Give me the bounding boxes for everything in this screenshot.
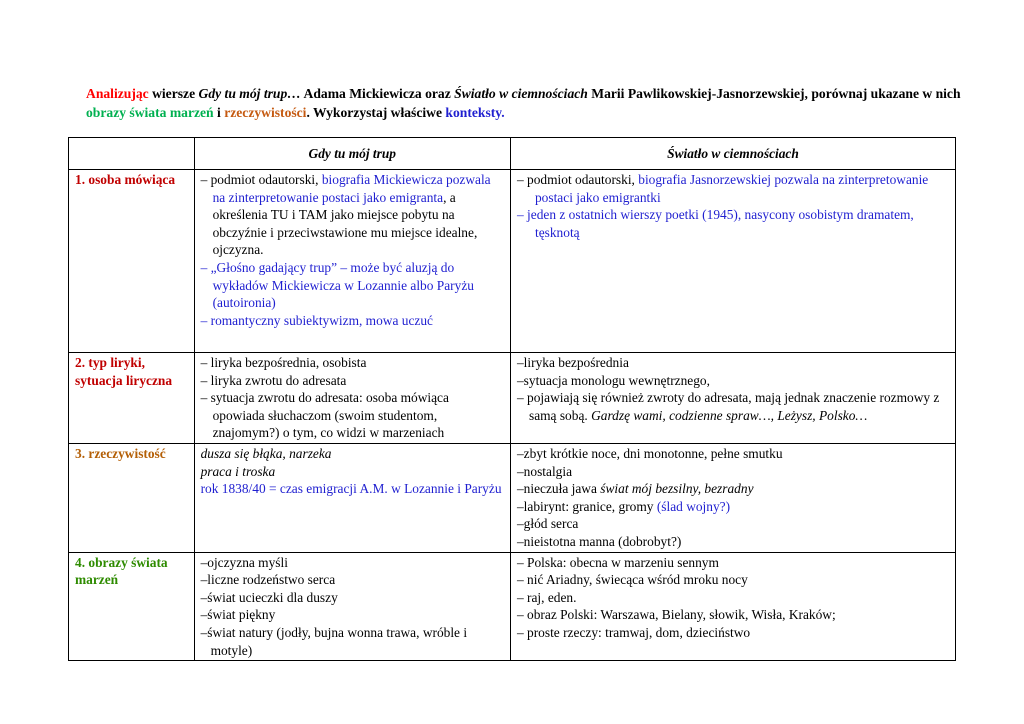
list-item: rok 1838/40 = czas emigracji A.M. w Lozannie i Paryżu — [200, 481, 502, 497]
prompt-text: i — [213, 105, 225, 120]
cell-lyric-swiatlo — [510, 353, 955, 444]
list-item: – raj, eden. — [516, 589, 577, 605]
list-item: –liczne rodzeństwo serca — [200, 572, 336, 588]
list-item: –liryka bezpośrednia — [516, 355, 629, 370]
list-item: – pojawiają się również zwroty do adresata, mają jednak znaczenie rozmowy z samą sobą. Gardzę wami, codzienne spraw…, Leżysz, Polsko… — [516, 390, 940, 423]
cell-dreams-gdy-tu — [194, 552, 510, 661]
row-label-lyric-type: 2. typ liryki, sytuacja liryczna — [69, 353, 195, 444]
list-item: – obraz Polski: Warszawa, Bielany, słowik, Wisła, Kraków; — [516, 607, 836, 623]
list-item: –nieistotna manna (dobrobyt?) — [516, 533, 682, 549]
list-item: – proste rzeczy: tramwaj, dom, dzieciństwo — [516, 624, 751, 640]
cell-speaker-swiatlo — [510, 170, 955, 353]
list-item: – jeden z ostatnich wierszy poetki (1945), nasycony osobistym dramatem, tęsknotą — [516, 207, 914, 240]
prompt-text: Marii Pawlikowskiej-Jasnorzewskiej, porównaj ukazane w nich — [587, 86, 961, 101]
list-item: – podmiot odautorski, biografia Mickiewicza pozwala na zinterpretowanie postaci jako emigranta, a określenia TU i TAM jako miejsce pobytu na obczyźnie i przeciwstawione mu miejsce idealne, ojczyzna. — [200, 172, 491, 258]
list-item: – Polska: obecna w marzeniu sennym — [516, 554, 719, 570]
list-item: –świat piękny — [200, 607, 276, 623]
table-header-row — [69, 138, 956, 170]
list-item: – „Głośno gadający trup” – może być aluzją do wykładów Mickiewicza w Lozannie albo Paryżu (autoironia) — [200, 259, 474, 311]
cell-reality-gdy-tu — [194, 443, 510, 552]
table-row — [69, 443, 956, 552]
list-item: – sytuacja zwrotu do adresata: osoba mówiąca opowiada słuchaczom (swoim studentom, znajomym?) o tym, co widzi w marzeniach — [200, 390, 449, 441]
row-label-dream-images: 4. obrazy świata marzeń — [69, 552, 195, 661]
prompt-text: Adama Mickiewicza oraz — [300, 86, 455, 101]
cell-reality-swiatlo — [510, 443, 955, 552]
table-corner-cell — [69, 138, 195, 170]
prompt-text: . Wykorzystaj właściwe — [306, 105, 446, 120]
list-item: – liryka bezpośrednia, osobista — [200, 355, 367, 370]
cell-dreams-swiatlo — [510, 552, 955, 661]
prompt-text: wiersze — [148, 86, 199, 101]
cell-lyric-gdy-tu — [194, 353, 510, 444]
cell-speaker-gdy-tu — [194, 170, 510, 353]
prompt-title-1: Gdy tu mój trup… — [198, 86, 301, 101]
list-item: –nieczuła jawa świat mój bezsilny, bezradny — [516, 481, 754, 497]
table-row — [69, 353, 956, 444]
table-row — [69, 552, 956, 661]
list-item: –sytuacja monologu wewnętrznego, — [516, 372, 710, 388]
list-item: – podmiot odautorski, biografia Jasnorzewskiej pozwala na zinterpretowanie postaci jako emigrantki — [516, 172, 929, 205]
list-item: –świat ucieczki dla duszy — [200, 589, 338, 605]
list-item: – nić Ariadny, świecąca wśród mroku nocy — [516, 572, 748, 588]
list-item: –zbyt krótkie noce, dni monotonne, pełne smutku — [516, 445, 783, 461]
list-item: –ojczyzna myśli — [200, 554, 288, 570]
list-item: –głód serca — [516, 516, 579, 532]
row-label-speaker: 1. osoba mówiąca — [69, 170, 195, 353]
prompt-dream-images: obrazy świata marzeń — [86, 105, 214, 120]
row-label-reality: 3. rzeczywistość — [69, 443, 195, 552]
prompt-reality: rzeczywistości — [224, 105, 307, 120]
list-item: –labirynt: granice, gromy (ślad wojny?) — [516, 498, 731, 514]
list-item: dusza się błąka, narzeka — [200, 445, 332, 461]
list-item: – liryka zwrotu do adresata — [200, 372, 347, 388]
list-item: praca i troska — [200, 463, 276, 479]
comparison-table — [68, 137, 956, 661]
task-prompt — [86, 84, 966, 122]
list-item: –świat natury (jodły, bujna wonna trawa, wróble i motyle) — [200, 624, 468, 658]
prompt-contexts: konteksty. — [445, 105, 505, 120]
prompt-word-analyzing: Analizując — [86, 86, 149, 101]
prompt-title-2: Światło w ciemnościach — [454, 86, 588, 101]
column-header-swiatlo: Światło w ciemnościach — [510, 138, 955, 170]
table-row — [69, 170, 956, 353]
list-item: – romantyczny subiektywizm, mowa uczuć — [200, 312, 433, 328]
list-item: –nostalgia — [516, 463, 573, 479]
column-header-gdy-tu: Gdy tu mój trup — [194, 138, 510, 170]
